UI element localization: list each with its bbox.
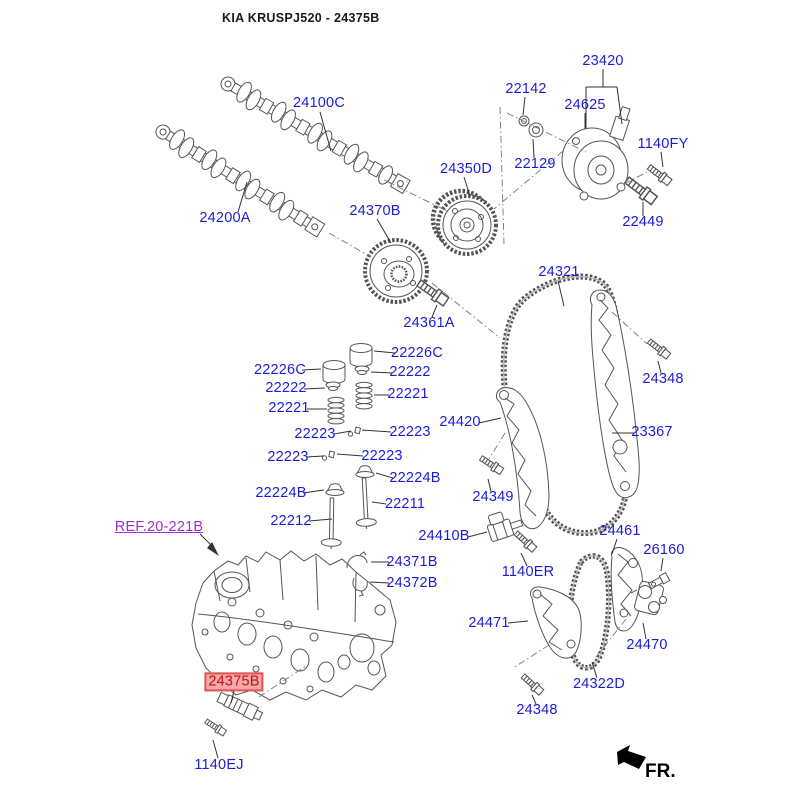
tensioner-arm-24420-drawing	[496, 388, 549, 529]
part-label-24321-11[interactable]: 24321	[538, 264, 580, 281]
part-label-22212-29[interactable]: 22212	[270, 513, 312, 530]
part-label-24471-37[interactable]: 24471	[468, 615, 510, 632]
part-label-22449-10[interactable]: 22449	[622, 214, 664, 231]
part-label-24370b-2[interactable]: 24370B	[349, 203, 401, 220]
part-label-23367-13[interactable]: 23367	[631, 424, 673, 441]
part-label-24350d-3[interactable]: 24350D	[440, 161, 492, 178]
part-label-22129-8[interactable]: 22129	[514, 156, 556, 173]
ocv-24375B-drawing	[216, 691, 264, 723]
part-label-24372b-32[interactable]: 24372B	[386, 575, 438, 592]
part-label-22221-20[interactable]: 22221	[387, 386, 429, 403]
bolt-24349-drawing	[478, 454, 504, 475]
bracket-24471-drawing	[530, 587, 581, 658]
part-label-24375b-41[interactable]: 24375B	[204, 672, 263, 691]
part-label-24625-7[interactable]: 24625	[564, 97, 606, 114]
part-label-24371b-31[interactable]: 24371B	[386, 554, 438, 571]
bolt-24348-bottom-drawing	[520, 672, 545, 696]
part-label-24348-12[interactable]: 24348	[642, 371, 684, 388]
part-label-26160-36[interactable]: 26160	[643, 542, 685, 559]
part-label-24322d-39[interactable]: 24322D	[573, 676, 625, 693]
part-label-22223-23[interactable]: 22223	[294, 426, 336, 443]
bolt-1140EJ-drawing	[204, 717, 227, 736]
ref-arrowhead	[207, 542, 219, 556]
part-label-24461-35[interactable]: 24461	[599, 523, 641, 540]
part-label-24200a-1[interactable]: 24200A	[199, 210, 251, 227]
nut-22129-drawing	[529, 123, 543, 137]
bolt-22449-drawing	[623, 175, 658, 206]
front-arrow-icon	[617, 745, 646, 769]
cvvt-gear-24370B-drawing	[365, 240, 427, 302]
part-label-1140fy-9[interactable]: 1140FY	[637, 136, 689, 153]
part-label-24100c-0[interactable]: 24100C	[293, 95, 345, 112]
part-label-22211-28[interactable]: 22211	[384, 496, 426, 513]
part-label-ref-20-221b-30[interactable]: REF.20-221B	[114, 519, 204, 536]
part-label-24361a-4[interactable]: 24361A	[403, 315, 455, 332]
part-label-22223-24[interactable]: 22223	[361, 448, 403, 465]
bolt-1140FY-drawing	[646, 163, 673, 186]
part-label-24420-14[interactable]: 24420	[439, 414, 481, 431]
front-direction-label: FR.	[645, 761, 676, 782]
part-label-22224b-27[interactable]: 22224B	[255, 485, 307, 502]
diagram-title: KIA KRUSPJ520 - 24375B	[222, 11, 380, 25]
part-label-1140er-34[interactable]: 1140ER	[501, 564, 555, 581]
part-label-22222-19[interactable]: 22222	[265, 380, 307, 397]
part-label-1140ej-42[interactable]: 1140EJ	[194, 757, 244, 774]
part-label-23420-5[interactable]: 23420	[582, 53, 624, 70]
cvvt-gear-24350D-drawing	[433, 191, 496, 254]
part-label-24348-40[interactable]: 24348	[516, 702, 558, 719]
part-label-22223-25[interactable]: 22223	[267, 449, 309, 466]
part-label-24349-15[interactable]: 24349	[472, 489, 514, 506]
part-label-22223-22[interactable]: 22223	[389, 424, 431, 441]
chain-guide-23367-drawing	[590, 290, 639, 498]
part-label-22224b-26[interactable]: 22224B	[389, 470, 441, 487]
part-label-22226c-16[interactable]: 22226C	[391, 345, 443, 362]
part-label-22142-6[interactable]: 22142	[505, 81, 547, 98]
part-label-24470-38[interactable]: 24470	[626, 637, 668, 654]
bolt-1140ER-drawing	[513, 529, 538, 553]
part-label-22221-21[interactable]: 22221	[268, 400, 310, 417]
chain-guide-24461-drawing	[611, 548, 642, 631]
part-label-22222-18[interactable]: 22222	[389, 364, 431, 381]
vacuum-pump-23420-drawing	[562, 106, 633, 200]
part-label-24410b-33[interactable]: 24410B	[418, 528, 470, 545]
bolt-24348-top-drawing	[646, 337, 671, 360]
bearing-24371B-drawing	[347, 552, 367, 568]
part-label-22226c-17[interactable]: 22226C	[254, 362, 306, 379]
